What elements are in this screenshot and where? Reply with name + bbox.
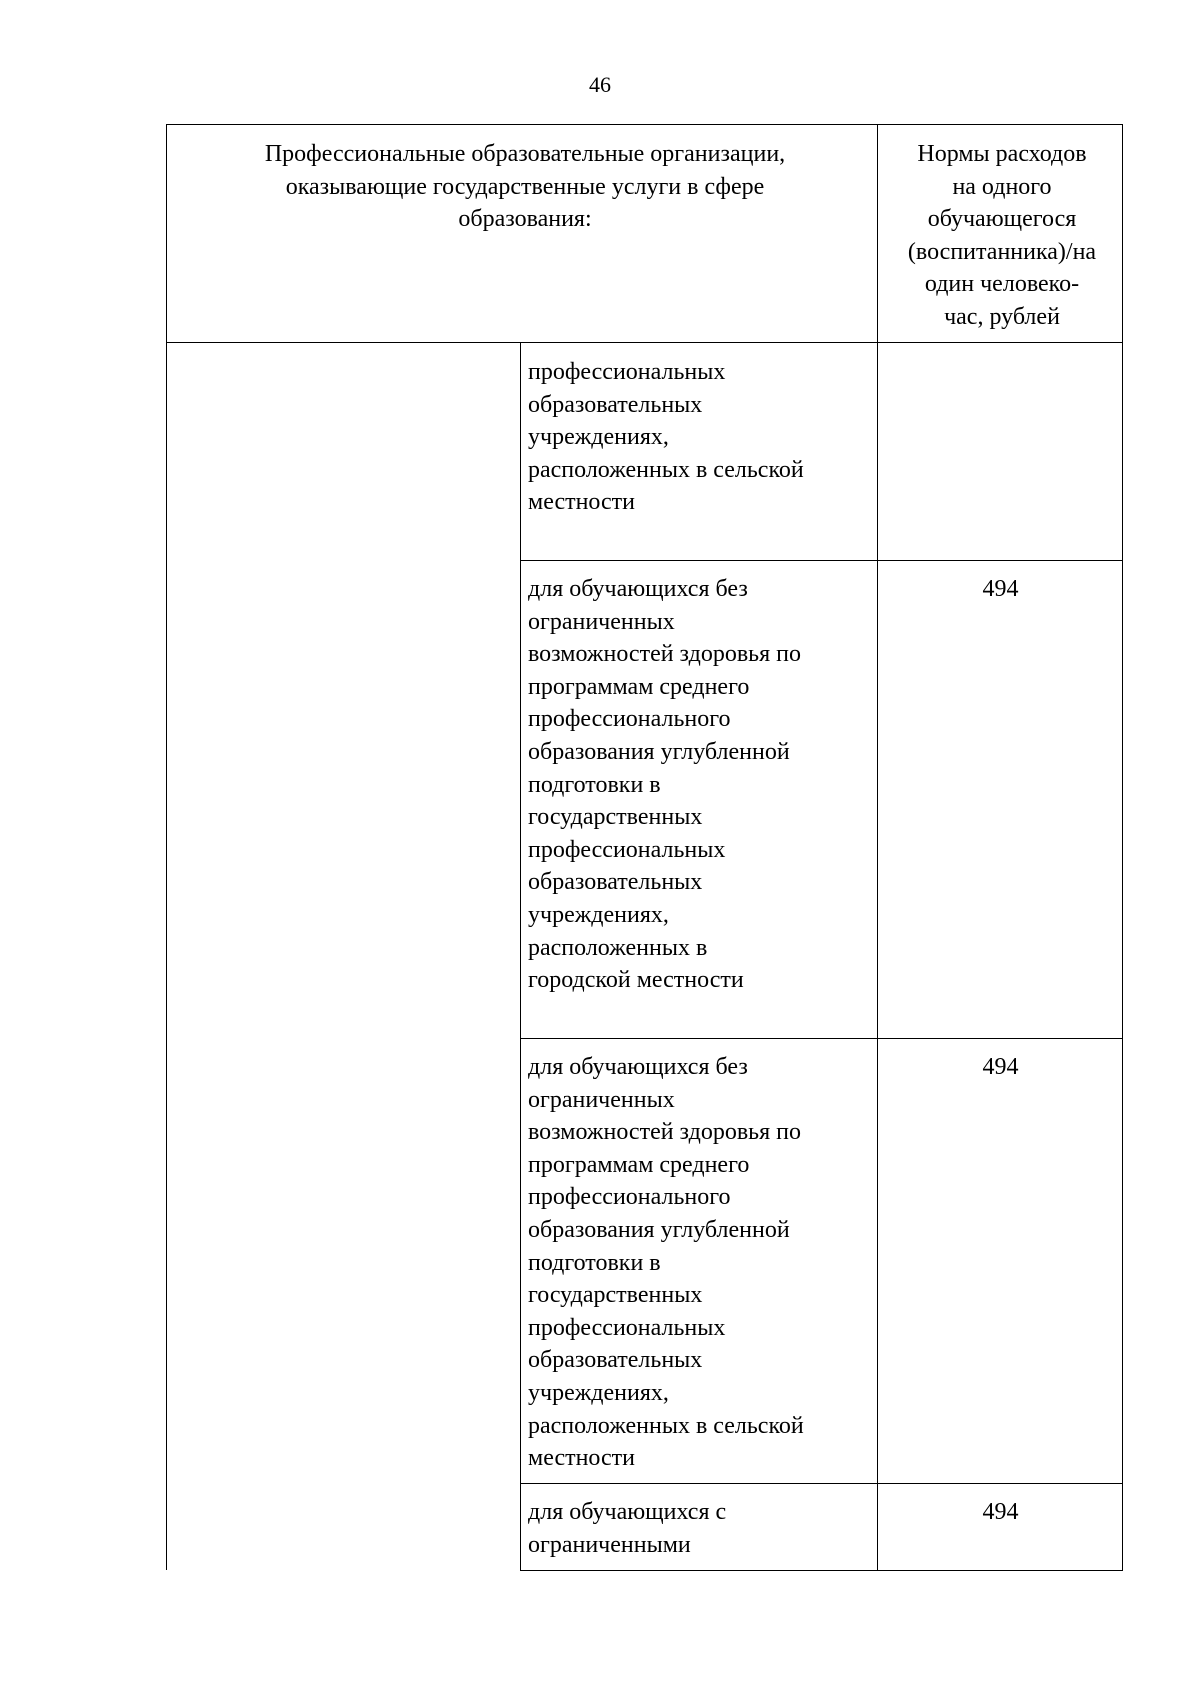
table-row-description: профессиональных образовательных учреждениях, расположенных в сельской местности xyxy=(528,359,804,516)
header-organizations: Профессиональные образовательные организации, оказывающие государственные услуги в сфере образования: xyxy=(264,141,786,233)
table-row-description: для обучающихся с ограниченными xyxy=(528,1499,727,1558)
table-row-value: 494 xyxy=(982,1054,1019,1080)
table-row-value: 494 xyxy=(982,576,1019,602)
table-row-description: для обучающихся без ограниченных возможностей здоровья по программам среднего профессионального образования углубленной подготовки в государственных профессиональных образовательных учреждениях, расположенных в городской местности xyxy=(528,576,801,994)
table-row-description: для обучающихся без ограниченных возможностей здоровья по программам среднего профессионального образования углубленной подготовки в государственных профессиональных образовательных учреждениях, расположенных в сельской местности xyxy=(528,1054,804,1472)
table-row-value: 494 xyxy=(982,1499,1019,1525)
page-number: 46 xyxy=(589,72,611,97)
header-expense-norms: Нормы расходов на одного обучающегося (воспитанника)/на один человеко- час, рублей xyxy=(907,141,1097,330)
